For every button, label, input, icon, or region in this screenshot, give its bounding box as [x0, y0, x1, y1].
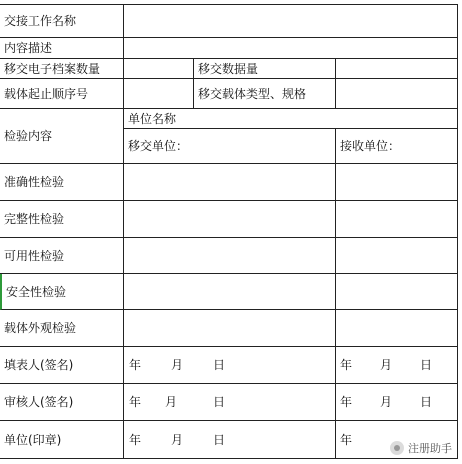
label-accuracy	[0, 164, 124, 201]
watermark-text: 注册助手	[408, 442, 452, 455]
input-appearance-transfer[interactable]	[124, 310, 336, 347]
label-unit-name	[124, 109, 458, 129]
date-year: 年	[129, 395, 142, 409]
date-month: 月	[171, 358, 184, 372]
label-usability	[0, 238, 124, 274]
label-unit-name-text: 单位名称	[128, 111, 177, 126]
label-description	[0, 38, 124, 59]
date-month: 月	[380, 358, 393, 372]
date-day: 日	[420, 395, 433, 409]
date-day: 日	[213, 432, 226, 447]
label-reviewer-text: 审核人(签名)	[4, 395, 74, 409]
date-filler-receive[interactable]	[336, 347, 458, 384]
date-year: 年	[129, 358, 142, 372]
label-accuracy-text: 准确性检验	[4, 175, 65, 189]
label-file-count-text: 移交电子档案数量	[4, 61, 101, 76]
label-carrier-order-text: 载体起止顺序号	[4, 86, 89, 101]
input-integrity-transfer[interactable]	[124, 201, 336, 238]
date-year: 年	[340, 395, 353, 409]
label-check-content	[0, 109, 124, 164]
input-carrier-type[interactable]	[336, 79, 458, 109]
date-year: 年	[340, 358, 353, 372]
label-carrier-type	[194, 79, 336, 109]
input-data-volume[interactable]	[336, 59, 458, 79]
input-security-transfer[interactable]	[124, 274, 336, 310]
label-check-content-text: 检验内容	[4, 129, 53, 143]
date-year: 年	[129, 432, 142, 447]
label-security	[0, 274, 124, 310]
input-security-receive[interactable]	[336, 274, 458, 310]
label-appearance-text: 载体外观检验	[4, 321, 77, 335]
input-task-name[interactable]	[124, 4, 458, 38]
label-transfer-unit	[124, 129, 336, 164]
label-filler	[0, 347, 124, 384]
date-day: 日	[213, 358, 226, 372]
label-transfer-unit-text: 移交单位：	[128, 139, 189, 153]
date-day: 日	[213, 395, 226, 409]
label-security-text: 安全性检验	[6, 284, 67, 299]
input-carrier-order[interactable]	[124, 79, 194, 109]
input-usability-receive[interactable]	[336, 238, 458, 274]
label-usability-text: 可用性检验	[4, 248, 65, 263]
date-filler-transfer[interactable]	[124, 347, 336, 384]
label-data-volume	[194, 59, 336, 79]
date-month: 月	[165, 395, 178, 409]
wechat-logo-icon	[390, 441, 404, 455]
label-receive-unit-text: 接收单位：	[340, 139, 401, 153]
label-data-volume-text: 移交数据量	[198, 61, 259, 76]
label-carrier-type-text: 移交载体类型、规格	[198, 86, 307, 101]
date-reviewer-receive[interactable]	[336, 384, 458, 421]
date-seal-transfer[interactable]	[124, 421, 336, 459]
watermark	[390, 440, 452, 456]
input-accuracy-receive[interactable]	[336, 164, 458, 201]
input-integrity-receive[interactable]	[336, 201, 458, 238]
date-month: 月	[171, 432, 184, 447]
input-usability-transfer[interactable]	[124, 238, 336, 274]
label-unit-seal	[0, 421, 124, 459]
label-unit-seal-text: 单位(印章)	[4, 432, 62, 447]
input-appearance-receive[interactable]	[336, 310, 458, 347]
label-integrity-text: 完整性检验	[4, 212, 65, 226]
label-description-text: 内容描述	[4, 41, 53, 55]
date-day: 日	[420, 358, 433, 372]
date-month: 月	[380, 395, 393, 409]
date-reviewer-transfer[interactable]	[124, 384, 336, 421]
input-accuracy-transfer[interactable]	[124, 164, 336, 201]
date-year: 年	[340, 432, 353, 447]
label-task-name-text: 交接工作名称	[4, 14, 77, 28]
label-task-name	[0, 4, 124, 38]
label-appearance	[0, 310, 124, 347]
input-description[interactable]	[124, 38, 458, 59]
label-file-count	[0, 59, 124, 79]
label-carrier-order	[0, 79, 124, 109]
input-file-count[interactable]	[124, 59, 194, 79]
label-receive-unit	[336, 129, 458, 164]
label-filler-text: 填表人(签名)	[4, 358, 74, 372]
label-integrity	[0, 201, 124, 238]
label-reviewer	[0, 384, 124, 421]
